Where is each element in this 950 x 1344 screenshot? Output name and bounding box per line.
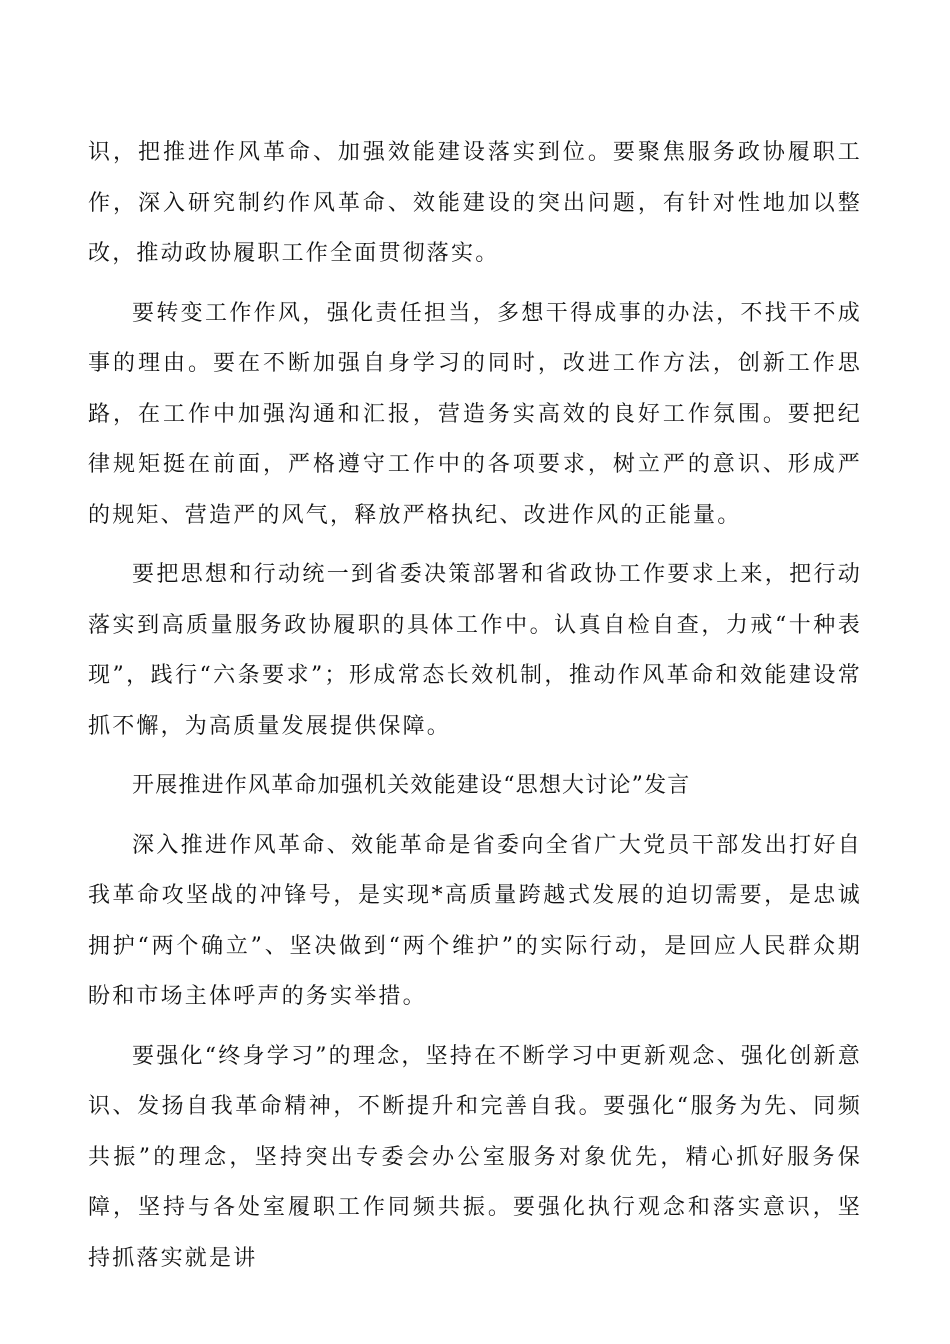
document-page [88, 128, 862, 1293]
paragraph-lifelong-learning: 要强化“终身学习”的理念，坚持在不断学习中更新观念、强化创新意识、发扬自我革命精神，不断提升和完善自我。要强化“服务为先、同频共振”的理念，坚持突出专委会办公室服务对象优先，精心抓好服务保障，坚持与各处室履职工作同频共振。要强化执行观念和落实意识，坚持抓落实就是讲 [88, 1043, 862, 1271]
section-heading: 开展推进作风革命加强机关效能建设“思想大讨论”发言 [132, 773, 691, 798]
paragraph-work-style: 要转变工作作风，强化责任担当，多想干得成事的办法，不找干不成事的理由。要在不断加强自身学习的同时，改进工作方法，创新工作思路，在工作中加强沟通和汇报，营造务实高效的良好工作氛围。要把纪律规矩挺在前面，严格遵守工作中的各项要求，树立严的意识、形成严的规矩、营造严的风气，释放严格执纪、改进作风的正能量。 [88, 300, 862, 528]
paragraph-deepen-revolution: 深入推进作风革命、效能革命是省委向全省广大党员干部发出打好自我革命攻坚战的冲锋号，是实现*高质量跨越式发展的迫切需要，是忠诚拥护“两个确立”、坚决做到“两个维护”的实际行动，是回应人民群众期盼和市场主体呼声的务实举措。 [88, 832, 862, 1009]
paragraph-continuation: 识，把推进作风革命、加强效能建设落实到位。要聚焦服务政协履职工作，深入研究制约作风革命、效能建设的突出问题，有针对性地加以整改，推动政协履职工作全面贯彻落实。 [88, 140, 862, 266]
paragraph-unify-thinking: 要把思想和行动统一到省委决策部署和省政协工作要求上来，把行动落实到高质量服务政协履职的具体工作中。认真自检自查，力戒“十种表现”，践行“六条要求”；形成常态长效机制，推动作风革命和效能建设常抓不懈，为高质量发展提供保障。 [88, 562, 862, 739]
